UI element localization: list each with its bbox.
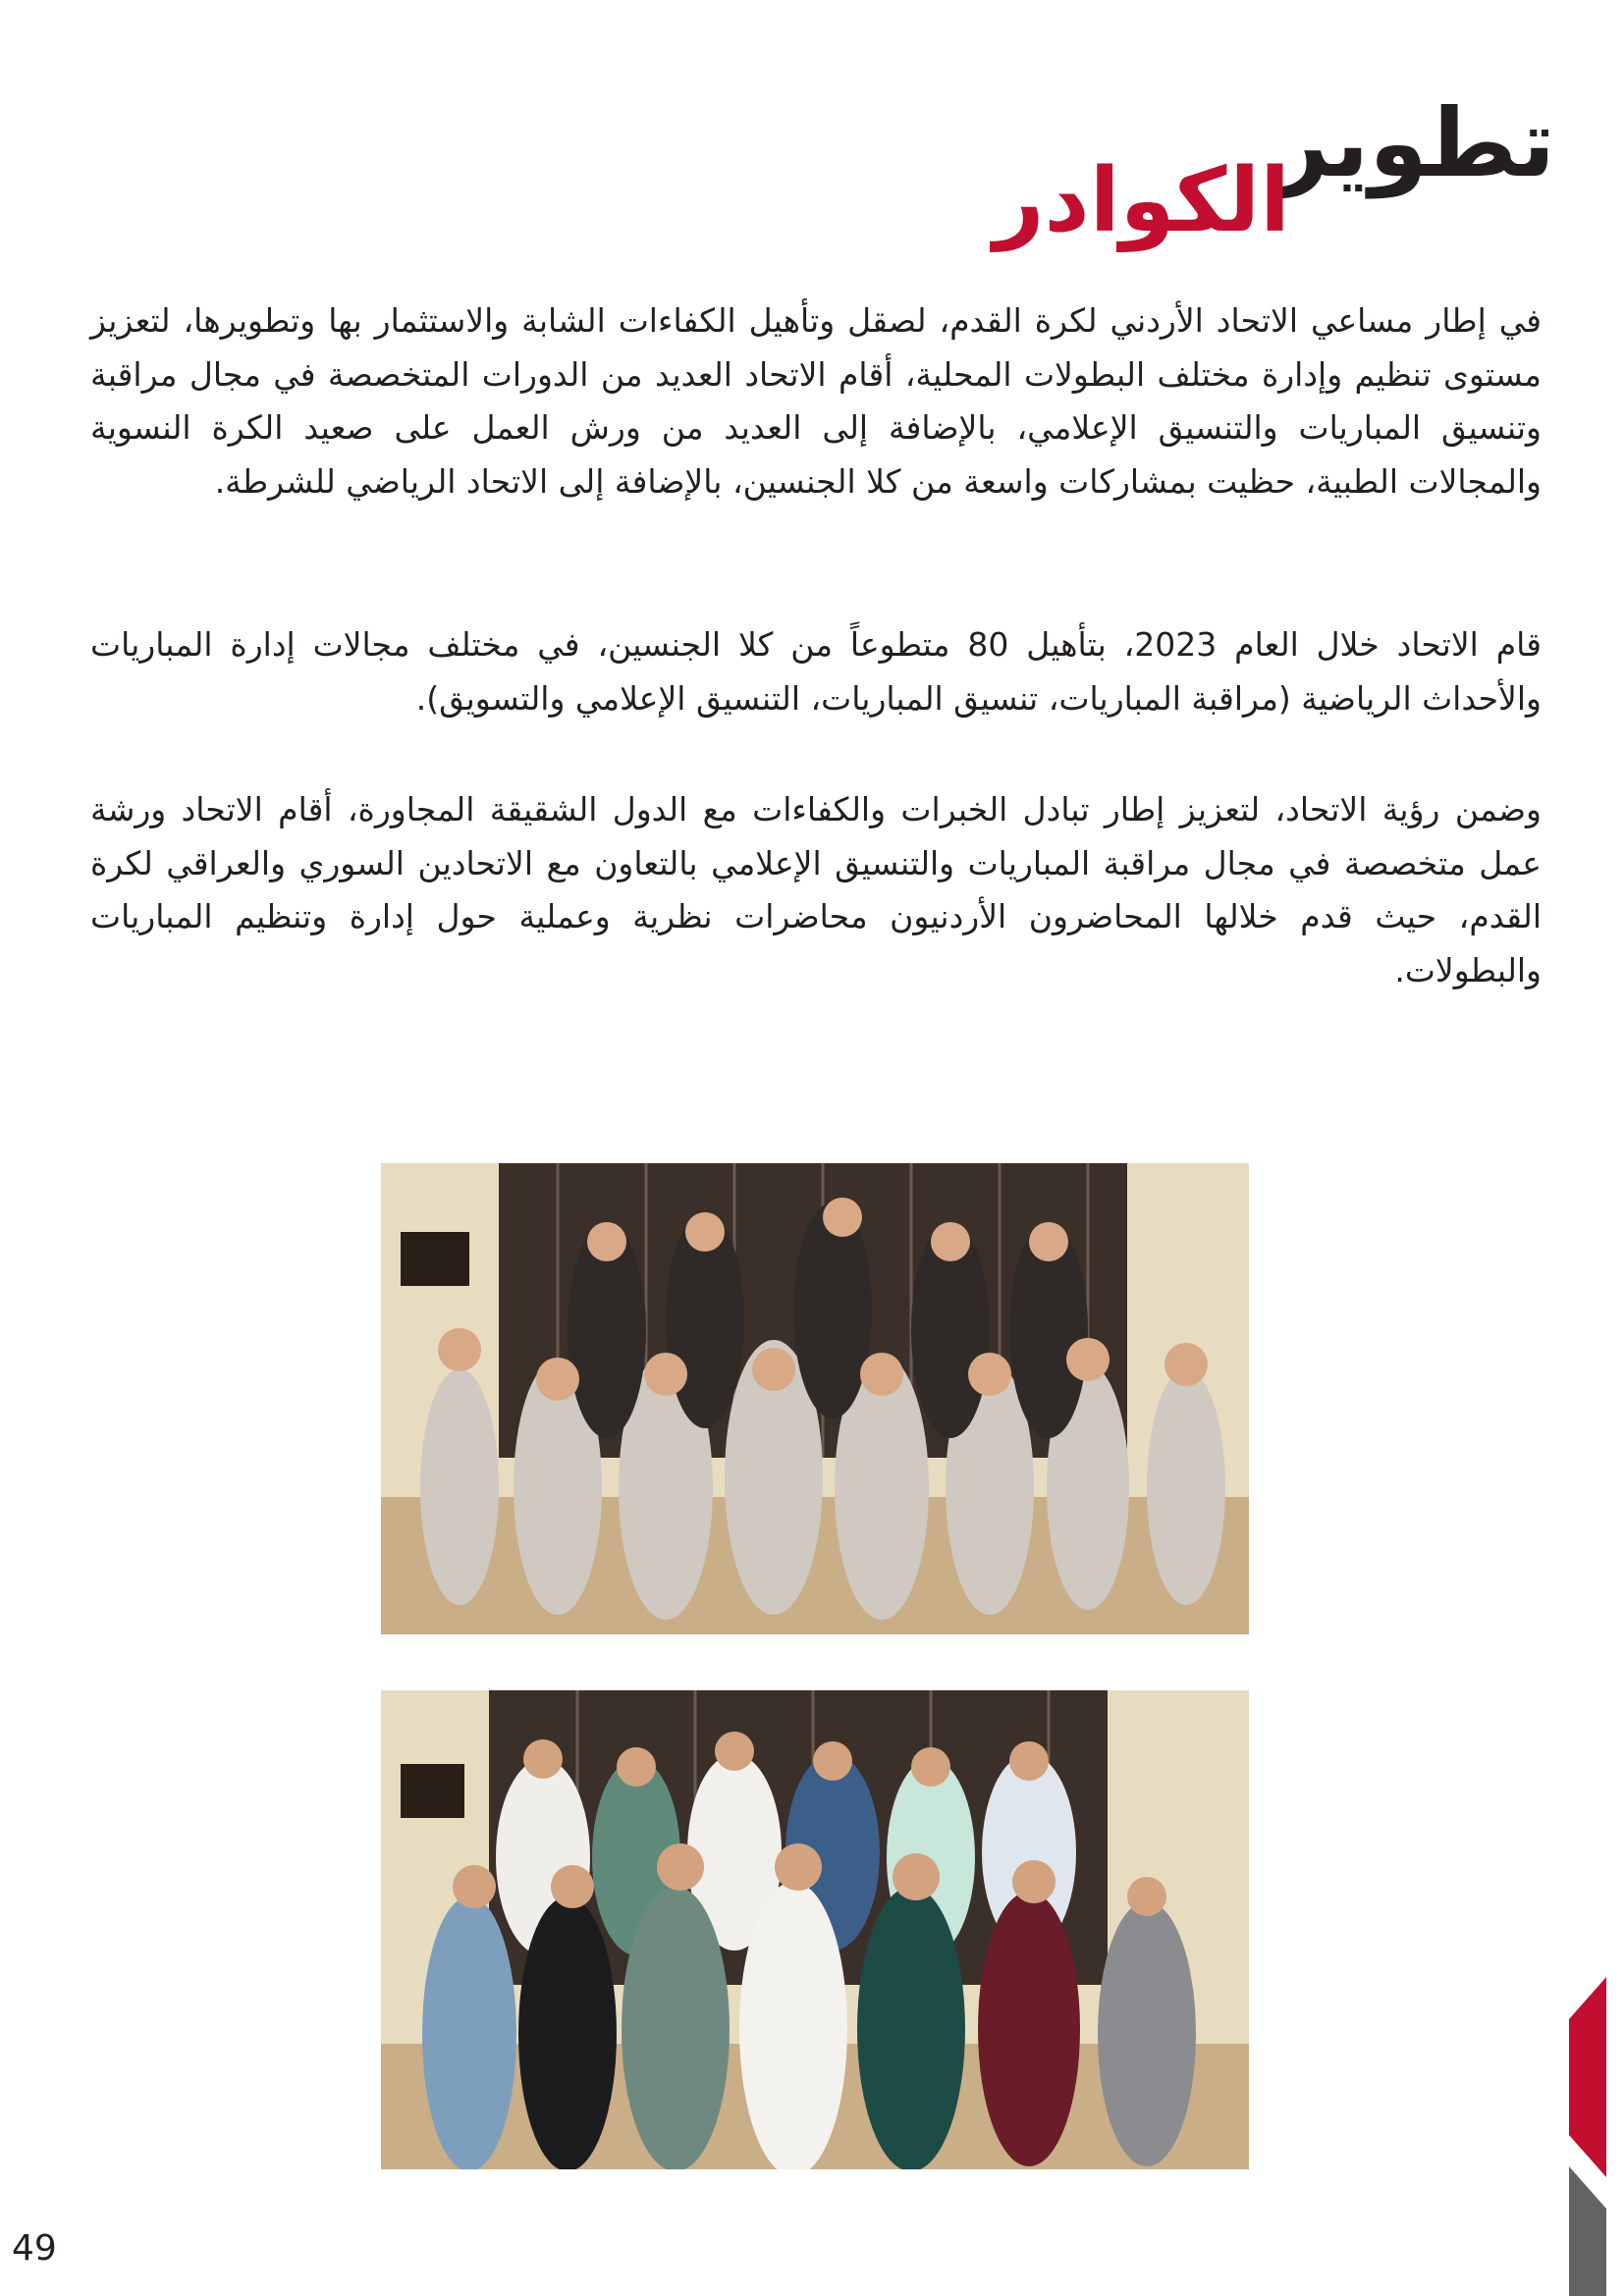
gray-stripe-shape xyxy=(1569,2166,1606,2296)
paragraph-intro: في إطار مساعي الاتحاد الأردني لكرة القدم، لصقل وتأهيل الكفاءات الشابة والاستثمار بها وتطويرها، لتعزيز مستوى تنظيم وإدارة مختلف البطولات المحلية، أقام الاتحاد العديد من الدورات المتخصصة في مجال مراقبة وتنسيق المباريات والتنسيق الإعلامي، بالإضافة إلى العديد من ورش العمل على صعيد الكرة النسوية والمجالات الطبية، حظيت بمشاركات واسعة من كلا الجنسين، بالإضافة إلى الاتحاد الرياضي للشرطة. xyxy=(90,301,1542,501)
page-number: 49 xyxy=(12,2228,57,2269)
red-stripe-shape xyxy=(1569,1977,1606,2177)
corner-decoration xyxy=(1567,1973,1610,2296)
group-photo-women xyxy=(381,1163,1249,1634)
photo-image xyxy=(381,1163,1249,1634)
page-title-line1: تطوير xyxy=(1274,88,1555,198)
photo-image xyxy=(381,1690,1249,2169)
group-photo-men xyxy=(381,1690,1249,2169)
page-title-line2: الكوادر xyxy=(993,149,1290,252)
paragraph-volunteers: قام الاتحاد خلال العام 2023، بتأهيل 80 متطوعاً من كلا الجنسين، في مختلف مجالات إدارة المباريات والأحداث الرياضية (مراقبة المباريات، تنسيق المباريات، التنسيق الإعلامي والتسويق). xyxy=(90,625,1542,718)
paragraph-workshop: وضمن رؤية الاتحاد، لتعزيز إطار تبادل الخبرات والكفاءات مع الدول الشقيقة المجاورة، أقام الاتحاد ورشة عمل متخصصة في مجال مراقبة المباريات والتنسيق الإعلامي بالتعاون مع الاتحادين السوري والعراقي لكرة القدم، حيث قدم خلالها المحاضرون الأردنيون محاضرات نظرية وعملية حول إدارة وتنظيم المباريات والبطولات. xyxy=(90,790,1542,989)
